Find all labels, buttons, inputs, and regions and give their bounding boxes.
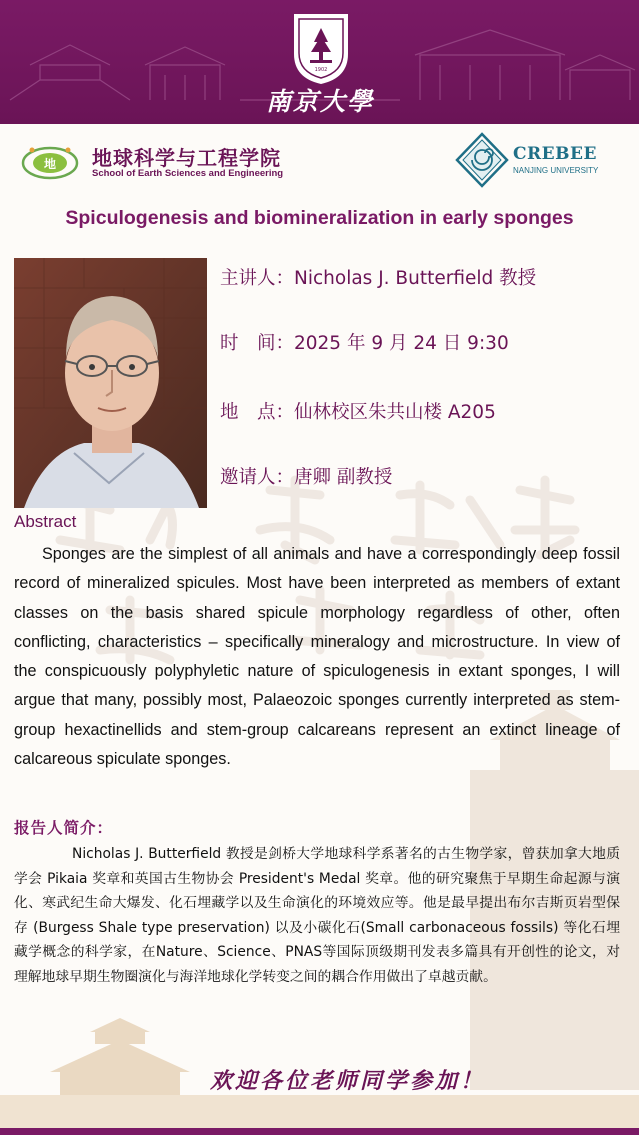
school-name-en: School of Earth Sciences and Engineering <box>92 168 284 179</box>
speaker-line: 主讲人：Nicholas J. Butterfield 教授 <box>220 268 537 289</box>
crebee-name: CREBEE <box>513 144 597 164</box>
university-calligraphy: 南京大學 <box>265 87 374 116</box>
seal-year: 1902 <box>314 67 328 73</box>
abstract-body: Sponges are the simplest of all animals and have a correspondingly deep fossil record of mineralized spicules. Most have been interpreted as members of extant classes on the basis shared spicule morphology regardless of other, often conflicting, characteristics – specifically mineralogy and microstructure. In view of the conspicuously polyphyletic nature of spiculogenesis in extant sponges, I will argue that many, possibly most, Palaeozoic sponges currently interpreted as stem-group hexactinellids and stem-group calcareans represent an extinct lineage of calcareous spiculate sponges. <box>14 545 620 769</box>
emblem-char: 地 <box>43 157 57 171</box>
crebee-logo <box>455 132 625 192</box>
location-line: 地 点：仙林校区朱共山楼 A205 <box>220 402 496 423</box>
host-line: 邀请人：唐卿 副教授 <box>220 467 393 488</box>
talk-title: Spiculogenesis and biomineralization in early sponges <box>65 207 574 229</box>
crebee-subtitle: NANJING UNIVERSITY <box>513 166 599 175</box>
bio-body: Nicholas J. Butterfield 教授是剑桥大学地球科学系著名的古生物学家，曾获加拿大地质学会 Pikaia 奖章和英国古生物协会 President's Medal 奖章。他的研究聚焦于早期生命起源与演化、寒武纪生命大爆发、化石埋藏学以及生命演化的环境效应等。他是最早提出布尔吉斯页岩型保存 (Burgess Shale type preservation) 以及小碳化石(Small carbonaceous fossils) 等化石埋藏学概念的科学家，在Nature、Science、PNAS等国际顶级期刊发表多篇具有开创性的论文，对理解地球早期生物圈演化与海洋地球化学转变之间的耦合作用做出了卓越贡献。 <box>14 846 620 985</box>
bio-heading: 报告人简介： <box>14 819 114 837</box>
school-name-cn: 地球科学与工程学院 <box>92 146 281 170</box>
welcome-message: 欢迎各位老师同学参加！ <box>210 1068 486 1094</box>
speaker-photo <box>14 258 207 508</box>
crebee-emblem-icon <box>455 132 509 188</box>
time-line: 时 间：2025 年 9 月 24 日 9:30 <box>220 333 509 354</box>
university-seal-icon <box>290 10 352 86</box>
school-logo <box>20 138 284 188</box>
header-banner <box>0 0 639 124</box>
abstract-heading: Abstract <box>14 512 77 531</box>
school-emblem-icon <box>20 142 84 182</box>
